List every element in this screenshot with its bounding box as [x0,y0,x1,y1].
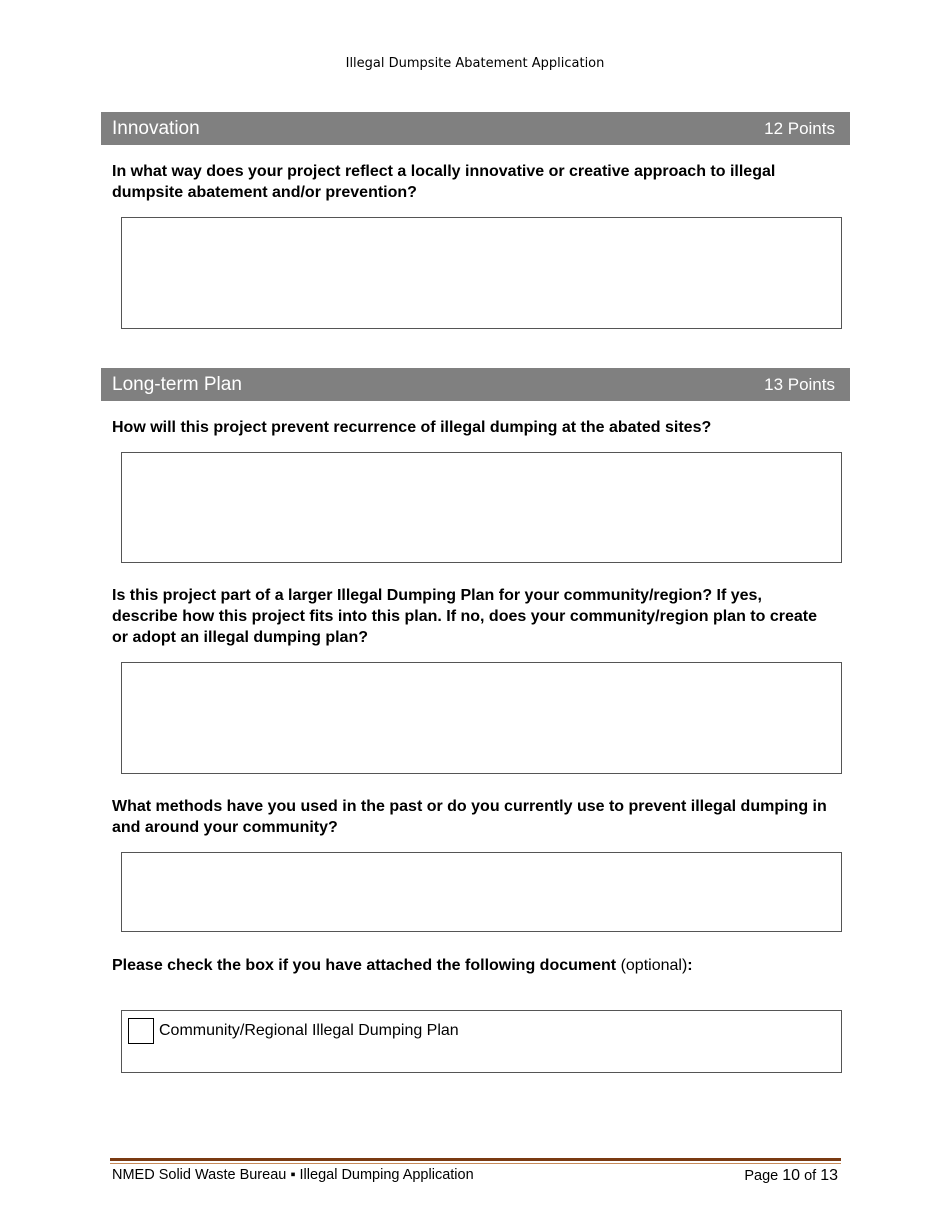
attachment-prompt-optional: (optional) [620,957,688,974]
of-word: of [804,1168,817,1184]
section-bar-longterm [101,368,850,401]
answer-box-innovation[interactable] [121,217,842,329]
page-total: 13 [820,1167,838,1184]
question-larger-plan: Is this project part of a larger Illegal Dumping Plan for your community/region? If yes, describe how this project fits into this plan. If no, does your community/region plan to create or adopt an illegal dumping plan? [112,587,817,646]
checkbox-label: Community/Regional Illegal Dumping Plan [159,1022,459,1039]
question-innovation: In what way does your project reflect a locally innovative or creative approach to illegal dumpsite abatement and/or prevention? [112,163,776,201]
section-title: Innovation [112,117,200,139]
section-bar-innovation [101,112,850,145]
answer-box-recurrence[interactable] [121,452,842,563]
footer-left-text: NMED Solid Waste Bureau ▪ Illegal Dumping Application [112,1167,474,1183]
section-points: 12 Points [764,118,835,138]
footer-rule-thin [110,1163,841,1164]
answer-box-methods[interactable] [121,852,842,932]
page-current: 10 [782,1167,801,1184]
running-header: Illegal Dumpsite Abatement Application [345,56,605,71]
section-title: Long-term Plan [112,373,242,395]
plan-attached-checkbox[interactable] [128,1018,154,1044]
page-word: Page [744,1168,779,1184]
footer-rule [110,1158,841,1161]
question-recurrence: How will this project prevent recurrence of illegal dumping at the abated sites? [112,419,712,436]
attachment-prompt-colon: : [687,957,693,974]
section-points: 13 Points [764,374,835,394]
page-number [744,1167,838,1185]
checkbox-row [122,1011,841,1044]
answer-box-larger-plan[interactable] [121,662,842,774]
attachment-prompt-bold: Please check the box if you have attached the following document [112,957,617,974]
question-methods: What methods have you used in the past or do you currently use to prevent illegal dumping in and around your community? [112,798,827,836]
attachment-box [121,1010,842,1073]
attachment-prompt [112,955,852,976]
